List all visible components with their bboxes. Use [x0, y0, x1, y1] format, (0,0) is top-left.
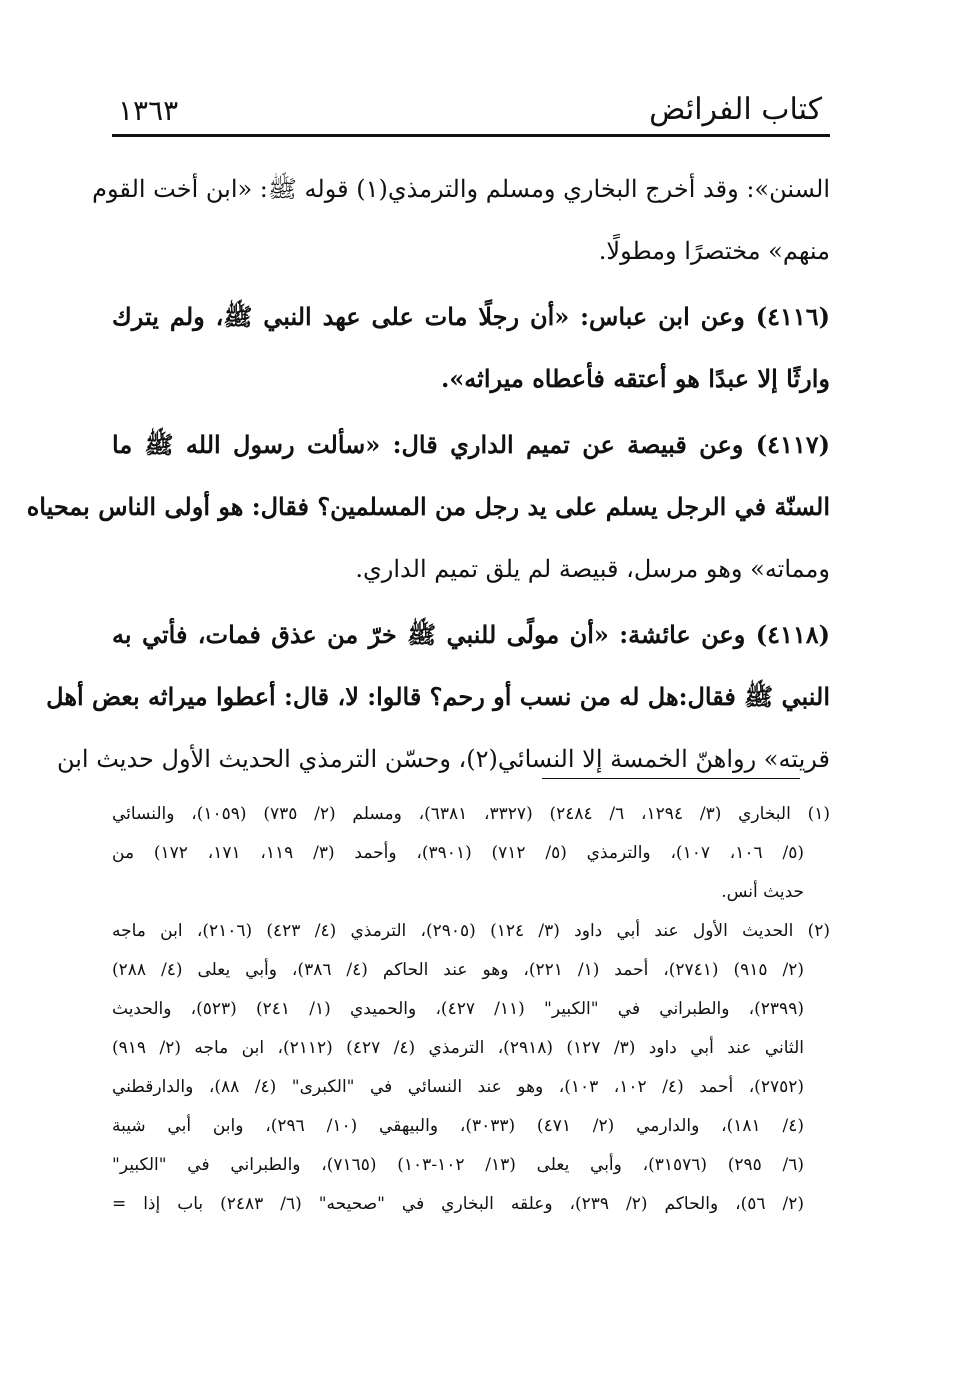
- page-number: ١٣٦٣: [118, 94, 179, 127]
- footnote-line: حديث أنس.: [721, 882, 804, 902]
- header-rule: [112, 134, 830, 137]
- footnote-line: (١) البخاري (٣/ ١٢٩٤، ٦/ ٢٤٨٤) (٣٣٢٧، ٦٣٨١)، ومسلم (٢/ ٧٣٥) (١٠٥٩)، والنسائي: [112, 804, 831, 824]
- footnote-line: (٢٧٥٢)، أحمد (٤/ ١٠٢، ١٠٣)، وهو عند النسائي في "الكبرى" (٤/ ٨٨)، والدارقطني: [112, 1077, 804, 1097]
- footnote-line: (٦/ ٢٩٥) (٣١٥٧٦)، وأبي يعلى (١٣/ ١٠٢-١٠٣) (٧١٦٥)، والطبراني في "الكبير": [112, 1155, 805, 1175]
- running-title: كتاب الفرائض: [649, 92, 822, 127]
- main-text: [26, 158, 830, 790]
- footnote-line: الثاني عند أبي داود (٣/ ١٢٧) (٢٩١٨)، الترمذي (٤/ ٤٢٧) (٢١١٢)، ابن ماجه (٢/ ٩١٩): [112, 1038, 804, 1058]
- footnote-line: (٢/ ٩١٥) (٢٧٤١)، أحمد (١/ ٢٢١)، وهو عند الحاكم (٤/ ٣٨٦)، وأبي يعلى (٤/ ٢٨٨): [112, 960, 804, 980]
- footnotes: [112, 795, 830, 1224]
- hadith-4116-line: وارثًا إلا عبدًا هو أعتقه فأعطاه ميراثه».: [440, 364, 830, 393]
- hadith-4116-line: (٤١١٦) وعن ابن عباس: «أن رجلًا مات على عهد النبي ﷺ، ولم يترك: [112, 302, 830, 331]
- hadith-4117-line: السنّة في الرجل يسلم على يد رجل من المسلمين؟ فقال: هو أولى الناس بمحياه: [26, 492, 830, 521]
- footnote-separator: [542, 778, 800, 779]
- footnote-line: (٥/ ١٠٦، ١٠٧)، والترمذي (٥/ ٧١٢) (٣٩٠١)، وأحمد (٣/ ١١٩، ١٧١، ١٧٢) من: [112, 843, 805, 863]
- hadith-4118-line: قريته» رواهنّ الخمسة إلا النسائي(٢)، وحسّن الترمذي الحديث الأول حديث ابن: [56, 745, 830, 773]
- footnote-line: (٢) الحديث الأول عند أبي داود (٣/ ١٢٤) (٢٩٠٥)، الترمذي (٤/ ٤٢٣) (٢١٠٦)، ابن ماجه: [112, 921, 831, 941]
- text-line: السنن»: وقد أخرج البخاري ومسلم والترمذي(١) قوله ﷺ: «ابن أخت القوم: [92, 175, 830, 203]
- hadith-4118-line: النبي ﷺ فقال:هل له من نسب أو رحم؟ قالوا: لا، قال: أعطوا ميراثه بعض أهل: [46, 682, 830, 711]
- footnote-line: (٢٣٩٩)، والطبراني في "الكبير" (١١/ ٤٢٧)، والحميدي (١/ ٢٤١) (٥٢٣)، والحديث: [112, 999, 804, 1019]
- page-header: [112, 92, 830, 134]
- hadith-4118-line: (٤١١٨) وعن عائشة: «أن مولًى للنبي ﷺ خرّ من عذق فمات، فأتي به: [112, 620, 830, 649]
- footnote-line: (٢/ ٥٦)، والحاكم (٢/ ٢٣٩)، وعلقه البخاري في "صحيحه" (٦/ ٢٤٨٣) باب إذا =: [112, 1194, 804, 1214]
- footnote-line: (٤/ ١٨١)، والدارمي (٢/ ٤٧١) (٣٠٣٣)، والبيهقي (١٠/ ٢٩٦)، وابن أبي شيبة: [112, 1116, 804, 1136]
- hadith-4117-line: (٤١١٧) وعن قبيصة عن تميم الداري قال: «سألت رسول الله ﷺ ما: [112, 430, 830, 459]
- text-line: منهم» مختصرًا ومطولًا.: [598, 237, 830, 265]
- hadith-4117-line: ومماته» وهو مرسل، قبيصة لم يلق تميم الداري.: [355, 555, 830, 583]
